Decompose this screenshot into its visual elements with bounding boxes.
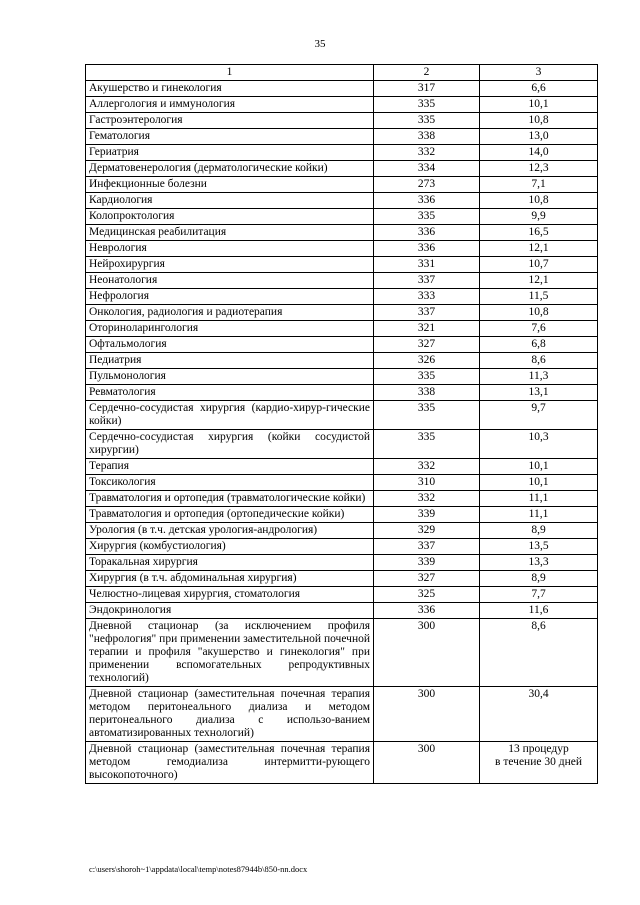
duration-cell: 10,1 <box>480 459 598 475</box>
profile-cell: Онкология, радиология и радиотерапия <box>86 305 374 321</box>
table-row <box>86 113 598 129</box>
table-row <box>86 97 598 113</box>
days-cell: 331 <box>374 257 480 273</box>
duration-cell: 10,1 <box>480 97 598 113</box>
days-cell: 334 <box>374 161 480 177</box>
table-row <box>86 571 598 587</box>
table-row <box>86 507 598 523</box>
column-header-2: 2 <box>374 65 480 81</box>
days-cell: 332 <box>374 145 480 161</box>
days-cell: 336 <box>374 193 480 209</box>
table-row <box>86 289 598 305</box>
days-cell: 333 <box>374 289 480 305</box>
column-header-3: 3 <box>480 65 598 81</box>
profile-cell: Ревматология <box>86 385 374 401</box>
profile-cell: Неонатология <box>86 273 374 289</box>
profile-cell: Дерматовенерология (дерматологические койки) <box>86 161 374 177</box>
duration-cell: 11,5 <box>480 289 598 305</box>
days-cell: 317 <box>374 81 480 97</box>
days-cell: 327 <box>374 571 480 587</box>
days-cell: 338 <box>374 129 480 145</box>
duration-cell: 11,1 <box>480 491 598 507</box>
days-cell: 338 <box>374 385 480 401</box>
duration-cell: 12,3 <box>480 161 598 177</box>
days-cell: 335 <box>374 97 480 113</box>
profile-cell: Кардиология <box>86 193 374 209</box>
profile-cell: Пульмонология <box>86 369 374 385</box>
days-cell: 327 <box>374 337 480 353</box>
days-cell: 326 <box>374 353 480 369</box>
days-cell: 336 <box>374 241 480 257</box>
duration-cell: 10,1 <box>480 475 598 491</box>
table-row <box>86 619 598 687</box>
duration-cell: 16,5 <box>480 225 598 241</box>
days-cell: 273 <box>374 177 480 193</box>
days-cell: 336 <box>374 603 480 619</box>
table-row <box>86 129 598 145</box>
table-row <box>86 305 598 321</box>
days-cell: 329 <box>374 523 480 539</box>
table-body <box>86 65 598 784</box>
table-row <box>86 687 598 742</box>
table-row <box>86 225 598 241</box>
days-cell: 335 <box>374 401 480 430</box>
profile-cell: Неврология <box>86 241 374 257</box>
duration-cell: 10,8 <box>480 113 598 129</box>
norms-table <box>85 64 598 784</box>
profile-cell: Гериатрия <box>86 145 374 161</box>
table-row <box>86 273 598 289</box>
table-row <box>86 603 598 619</box>
column-header-1: 1 <box>86 65 374 81</box>
profile-cell: Сердечно-сосудистая хирургия (койки сосудистой хирургии) <box>86 430 374 459</box>
duration-cell: 10,8 <box>480 305 598 321</box>
days-cell: 335 <box>374 113 480 129</box>
profile-cell: Аллергология и иммунология <box>86 97 374 113</box>
days-cell: 310 <box>374 475 480 491</box>
duration-cell: 12,1 <box>480 273 598 289</box>
duration-cell: 11,6 <box>480 603 598 619</box>
table-row <box>86 145 598 161</box>
duration-cell: 13,0 <box>480 129 598 145</box>
profile-cell: Хирургия (комбустиология) <box>86 539 374 555</box>
duration-cell: 6,6 <box>480 81 598 97</box>
duration-cell: 14,0 <box>480 145 598 161</box>
days-cell: 339 <box>374 555 480 571</box>
duration-cell: 7,1 <box>480 177 598 193</box>
profile-cell: Дневной стационар (заместительная почечная терапия методом гемодиализа интермитти-рующего высокопоточного) <box>86 742 374 784</box>
profile-cell: Колопроктология <box>86 209 374 225</box>
profile-cell: Травматология и ортопедия (ортопедические койки) <box>86 507 374 523</box>
table-row <box>86 491 598 507</box>
days-cell: 321 <box>374 321 480 337</box>
profile-cell: Торакальная хирургия <box>86 555 374 571</box>
table-row <box>86 369 598 385</box>
table-row <box>86 337 598 353</box>
duration-cell: 10,7 <box>480 257 598 273</box>
table-row <box>86 209 598 225</box>
table-row <box>86 161 598 177</box>
table-row <box>86 475 598 491</box>
profile-cell: Сердечно-сосудистая хирургия (кардио-хирур-гические койки) <box>86 401 374 430</box>
table-row <box>86 555 598 571</box>
table-row <box>86 385 598 401</box>
duration-cell: 8,6 <box>480 353 598 369</box>
profile-cell: Педиатрия <box>86 353 374 369</box>
duration-cell: 13,3 <box>480 555 598 571</box>
table-row <box>86 587 598 603</box>
table-row <box>86 81 598 97</box>
table-row <box>86 459 598 475</box>
days-cell: 332 <box>374 459 480 475</box>
table-row <box>86 353 598 369</box>
table-row <box>86 321 598 337</box>
profile-cell: Челюстно-лицевая хирургия, стоматология <box>86 587 374 603</box>
days-cell: 337 <box>374 539 480 555</box>
profile-cell: Акушерство и гинекология <box>86 81 374 97</box>
days-cell: 335 <box>374 369 480 385</box>
table-row <box>86 177 598 193</box>
profile-cell: Урология (в т.ч. детская урология-андрология) <box>86 523 374 539</box>
days-cell: 337 <box>374 273 480 289</box>
profile-cell: Терапия <box>86 459 374 475</box>
profile-cell: Дневной стационар (заместительная почечная терапия методом перитонеального диализа и методом перитонеального диализа с использо-ванием автоматизированных технологий) <box>86 687 374 742</box>
duration-cell: 30,4 <box>480 687 598 742</box>
duration-cell: 8,6 <box>480 619 598 687</box>
days-cell: 339 <box>374 507 480 523</box>
profile-cell: Нефрология <box>86 289 374 305</box>
duration-cell: 13,1 <box>480 385 598 401</box>
duration-cell: 13 процедур в течение 30 дней <box>480 742 598 784</box>
profile-cell: Гастроэнтерология <box>86 113 374 129</box>
profile-cell: Гематология <box>86 129 374 145</box>
duration-cell: 8,9 <box>480 523 598 539</box>
table-row <box>86 523 598 539</box>
table-row <box>86 430 598 459</box>
days-cell: 336 <box>374 225 480 241</box>
duration-cell: 12,1 <box>480 241 598 257</box>
page-number: 35 <box>314 38 326 50</box>
duration-cell: 6,8 <box>480 337 598 353</box>
days-cell: 332 <box>374 491 480 507</box>
profile-cell: Офтальмология <box>86 337 374 353</box>
profile-cell: Травматология и ортопедия (травматологические койки) <box>86 491 374 507</box>
duration-cell: 10,3 <box>480 430 598 459</box>
profile-cell: Дневной стационар (за исключением профиля "нефрология" при применении заместительной почечной терапии и профиля "акушерство и гинекология" при применении вспомогательных репродуктивных технологий) <box>86 619 374 687</box>
duration-cell: 11,1 <box>480 507 598 523</box>
table-row <box>86 539 598 555</box>
duration-cell: 11,3 <box>480 369 598 385</box>
table-row <box>86 742 598 784</box>
profile-cell: Эндокринология <box>86 603 374 619</box>
days-cell: 325 <box>374 587 480 603</box>
profile-cell: Медицинская реабилитация <box>86 225 374 241</box>
duration-cell: 9,9 <box>480 209 598 225</box>
file-path-footer: c:\users\shoroh~1\appdata\local\temp\notes87944b\850-nn.docx <box>89 864 308 874</box>
duration-cell: 7,7 <box>480 587 598 603</box>
duration-cell: 7,6 <box>480 321 598 337</box>
duration-cell: 10,8 <box>480 193 598 209</box>
days-cell: 300 <box>374 742 480 784</box>
duration-cell: 9,7 <box>480 401 598 430</box>
table-row <box>86 193 598 209</box>
profile-cell: Токсикология <box>86 475 374 491</box>
table-header-row <box>86 65 598 81</box>
duration-cell: 13,5 <box>480 539 598 555</box>
days-cell: 300 <box>374 619 480 687</box>
table-row <box>86 257 598 273</box>
days-cell: 335 <box>374 430 480 459</box>
days-cell: 337 <box>374 305 480 321</box>
profile-cell: Инфекционные болезни <box>86 177 374 193</box>
profile-cell: Оториноларингология <box>86 321 374 337</box>
profile-cell: Нейрохирургия <box>86 257 374 273</box>
table-row <box>86 401 598 430</box>
days-cell: 335 <box>374 209 480 225</box>
table-row <box>86 241 598 257</box>
days-cell: 300 <box>374 687 480 742</box>
profile-cell: Хирургия (в т.ч. абдоминальная хирургия) <box>86 571 374 587</box>
duration-cell: 8,9 <box>480 571 598 587</box>
